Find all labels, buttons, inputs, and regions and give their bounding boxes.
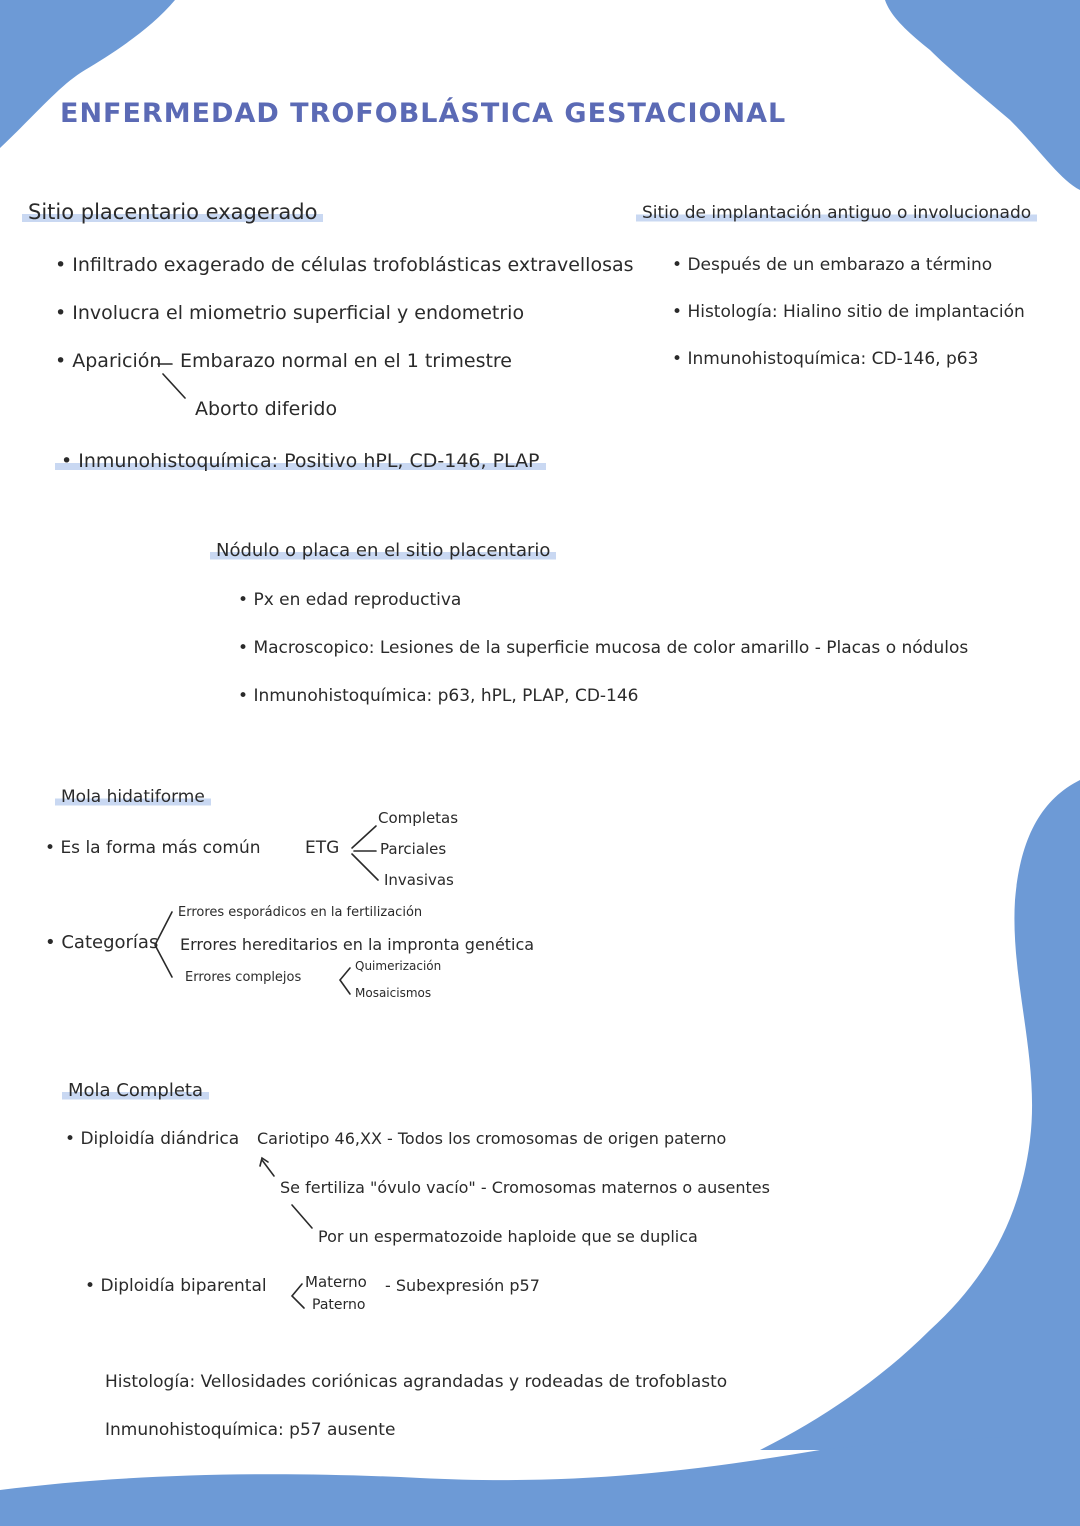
categorias-label: • Categorías bbox=[45, 932, 158, 953]
complejos-sub: Mosaicismos bbox=[355, 986, 432, 1000]
list-item: • Infiltrado exagerado de células trofoblásticas extravellosas bbox=[55, 254, 634, 276]
subexpresion-text: - Subexpresión p57 bbox=[385, 1276, 540, 1295]
categoria-item: Errores complejos bbox=[185, 970, 302, 985]
etg-type: Invasivas bbox=[384, 871, 454, 889]
section-heading-mola-hidatiforme: Mola hidatiforme bbox=[55, 787, 211, 807]
aparicion-label: • Aparición bbox=[55, 350, 161, 372]
categoria-item: Errores esporádicos en la fertilización bbox=[178, 905, 423, 920]
list-item: • Después de un embarazo a término bbox=[672, 255, 992, 275]
aparicion-branch: Embarazo normal en el 1 trimestre bbox=[180, 350, 512, 372]
list-item: • Inmunohistoquímica: p63, hPL, PLAP, CD-146 bbox=[238, 686, 639, 706]
inmunohistoquimica-text: • Inmunohistoquímica: Positivo hPL, CD-146, PLAP bbox=[55, 450, 546, 472]
page-title: ENFERMEDAD TROFOBLÁSTICA GESTACIONAL bbox=[60, 98, 787, 129]
top-right-blob bbox=[885, 0, 1080, 190]
complejos-sub: Quimerización bbox=[355, 959, 442, 973]
section-heading-mola-completa: Mola Completa bbox=[62, 1080, 209, 1101]
bottom-blob bbox=[0, 1430, 1080, 1526]
section-heading-sitio-implantacion: Sitio de implantación antiguo o involucionado bbox=[636, 203, 1037, 223]
etg-label: ETG bbox=[305, 838, 340, 858]
section-heading-nodulo: Nódulo o placa en el sitio placentario bbox=[210, 540, 556, 561]
section-heading-sitio-placentario: Sitio placentario exagerado bbox=[22, 200, 323, 224]
categoria-item: Errores hereditarios en la impronta genética bbox=[180, 935, 535, 954]
histologia-text: Histología: Vellosidades coriónicas agrandadas y rodeadas de trofoblasto bbox=[105, 1372, 728, 1392]
etg-type: Completas bbox=[378, 809, 459, 827]
biparental-branch: Paterno bbox=[312, 1297, 366, 1313]
list-item: • Px en edad reproductiva bbox=[238, 590, 461, 610]
diploidia-biparental: • Diploidía biparental bbox=[85, 1276, 267, 1296]
list-item: • Histología: Hialino sitio de implantación bbox=[672, 302, 1025, 322]
cariotipo-text: Cariotipo 46,XX - Todos los cromosomas de origen paterno bbox=[257, 1129, 727, 1148]
right-side-blob bbox=[760, 780, 1080, 1450]
fertiliza-text: Se fertiliza "óvulo vacío" - Cromosomas maternos o ausentes bbox=[280, 1178, 770, 1197]
inmunohistoquimica-p57-text: Inmunohistoquímica: p57 ausente bbox=[105, 1420, 396, 1440]
biparental-branch: Materno bbox=[305, 1273, 367, 1291]
espermatozoide-text: Por un espermatozoide haploide que se duplica bbox=[318, 1227, 698, 1246]
diploidia-diandrica: • Diploidía diándrica bbox=[65, 1129, 239, 1149]
list-item: • Inmunohistoquímica: CD-146, p63 bbox=[672, 349, 978, 369]
etg-type: Parciales bbox=[380, 840, 447, 858]
forma-text: • Es la forma más común bbox=[45, 838, 261, 858]
aparicion-branch: Aborto diferido bbox=[195, 398, 338, 420]
list-item: • Involucra el miometrio superficial y endometrio bbox=[55, 302, 524, 324]
list-item: • Macroscopico: Lesiones de la superficie mucosa de color amarillo - Placas o nódulos bbox=[238, 638, 968, 658]
